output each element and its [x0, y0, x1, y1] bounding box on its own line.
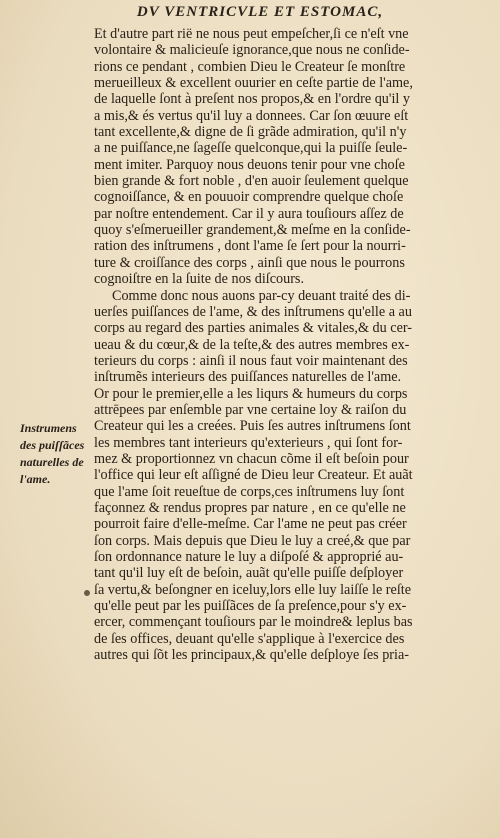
text-line: Createur qui les a creées. Puis ſes autres inſtrumens ſont	[94, 418, 411, 435]
text-line: Comme donc nous auons par-cy deuant traité des di-	[112, 287, 411, 304]
text-line: de ſes offices, deuant qu'elle s'applique à l'exercice des	[94, 630, 405, 647]
text-line: Or pour le premier,elle a les liqurs & humeurs du corps	[94, 385, 408, 402]
text-line: l'office qui leur eſt aſſigné de Dieu leur Createur. Et auãt	[94, 467, 413, 484]
running-head: DV VENTRICVLE ET ESTOMAC,	[136, 4, 384, 20]
text-line: inſtrumẽs interieurs des puiſſances naturelles de l'ame.	[94, 369, 402, 386]
text-line: autres qui ſõt les principaux,& qu'elle deſploye ſes pria-	[94, 647, 409, 664]
margin-note-line: des puiſſãces	[20, 438, 85, 452]
text-line: façonnez & rendus propres par nature , en ce qu'elle ne	[94, 499, 406, 516]
ink-dot-mark	[84, 590, 90, 596]
text-line: a mis,& és vertus qu'il luy a donnees. Car ſon œuure eſt	[94, 107, 409, 124]
text-line: uerſes puiſſances de l'ame, & des inſtrumens qu'elle a au	[94, 303, 412, 320]
text-line: bien grande & fort noble , d'en auoir ſeulement quelque	[94, 173, 409, 190]
text-line: merueilleux & excellent ouurier en ceſte partie de l'ame,	[94, 75, 413, 92]
body-text	[94, 26, 468, 663]
text-line: ment imiter. Parquoy nous deuons tenir pour vne choſe	[94, 156, 405, 173]
text-line: ercer, commençant touſiours par le moindre& leplus bas	[94, 614, 413, 631]
text-line: qu'elle peut par les puiſſãces de ſa preſence,pour s'y ex-	[94, 598, 407, 615]
text-line: pourroit faire d'elle-meſme. Car l'ame ne peut pas créer	[94, 516, 407, 533]
text-line: les membres tant interieurs qu'exterieurs , qui ſont for-	[94, 434, 403, 451]
text-line: terieurs du corps : ainſi il nous faut voir maintenant des	[94, 352, 408, 369]
margin-note-line: Instrumens	[20, 421, 77, 435]
text-line: mez & proportionnez vn chacun cõme il eſt beſoin pour	[94, 450, 409, 467]
text-line: ture & croiſſance des corps , ainſi que nous le pourrons	[94, 254, 405, 271]
text-line: cognoiſtre en la ſuite de nos diſcours.	[94, 271, 304, 288]
text-line: de laquelle ſont à preſent nos propos,& en l'ordre qu'il y	[94, 91, 410, 108]
text-line: attrēpees par enſemble par vne certaine loy & raiſon du	[94, 401, 407, 418]
text-line: ſon ordonnance nature le luy a diſpoſé & approprié au-	[94, 549, 404, 565]
text-line: corps au regard des parties animales & vitales,& du cer-	[94, 320, 413, 337]
text-line: ration des inſtrumens , dont l'ame ſe ſert pour la nourri-	[94, 238, 406, 255]
text-line: Et d'autre part rië ne nous peut empeſcher,ſi ce n'eſt vne	[94, 26, 409, 42]
text-line: ueau & du cœur,& de la teſte,& des autres membres ex-	[94, 336, 410, 353]
text-line: ſon corps. Mais depuis que Dieu le luy a creé,& que par	[94, 532, 411, 549]
text-line: volontaire & malicieuſe ignorance,que nous ne conſide-	[94, 42, 410, 59]
text-line: ſa vertu,& beſongner en iceluy,lors elle luy laiſſe le reſte	[94, 581, 411, 598]
margin-note-line: l'ame.	[20, 472, 51, 486]
text-line: a ne puiſſance,ne ſageſſe quelconque,qui la puiſſe ſeule-	[94, 140, 408, 157]
text-line: tant excellente,& digne de ſi grãde admiration, qu'il n'y	[94, 124, 407, 141]
text-line: quoy s'eſmerueiller grandement,& meſme en la conſide-	[94, 222, 411, 239]
text-line: par noſtre entendement. Car il y aura touſiours aſſez de	[94, 205, 404, 222]
text-line: rions ce pendant , combien Dieu le Createur ſe monſtre	[94, 58, 406, 75]
margin-note	[20, 420, 94, 488]
margin-note-line: naturelles de	[20, 455, 84, 469]
text-line: que l'ame ſoit reueſtue de corps,ces inſtrumens luy ſont	[94, 483, 405, 500]
text-line: cognoiſſance, & en pouuoir comprendre quelque choſe	[94, 189, 404, 206]
text-line: tant qu'il luy eſt de beſoin, auãt qu'elle puiſſe deſployer	[94, 565, 404, 582]
